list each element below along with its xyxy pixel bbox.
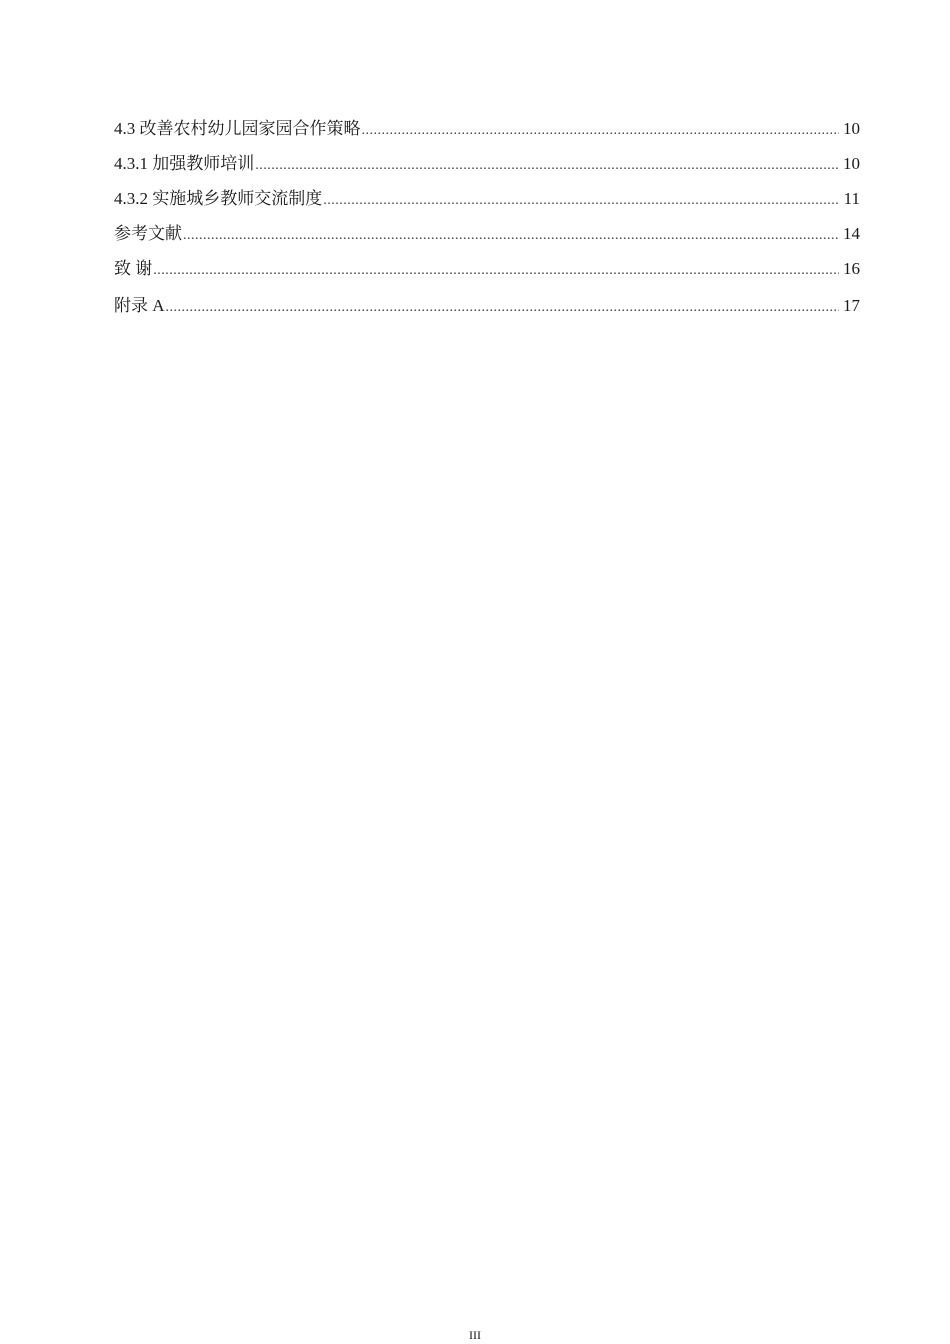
toc-leader-dots [153,258,839,284]
toc-leader-dots [183,223,839,249]
toc-entry-label: 参考文献 [114,224,182,243]
toc-leader-dots [362,118,840,144]
toc-entry-4-3-2[interactable] [114,186,860,221]
toc-entry-references[interactable] [114,221,860,256]
toc-leader-dots [166,295,839,321]
toc-leader-dots [323,188,839,214]
toc-entry-page: 17 [843,296,860,315]
toc-entry-page: 11 [843,189,860,208]
toc-entry-page: 10 [843,119,860,138]
toc-entry-label: 4.3 改善农村幼儿园家园合作策略 [114,119,361,138]
toc-entry-page: 16 [843,259,860,278]
toc-leader-dots [255,153,839,179]
toc-entry-appendix-a[interactable] [114,293,860,328]
toc-entry-label: 4.3.2 实施城乡教师交流制度 [114,189,323,208]
toc-entry-page: 10 [843,154,860,173]
footer-page-number: III [469,1328,481,1342]
toc-entry-label: 附录 A [114,296,165,315]
toc-entry-label: 致 谢 [114,259,153,278]
toc-entry-4-3-1[interactable] [114,151,860,186]
toc-entry-acknowledgements[interactable] [114,256,860,291]
toc-entry-4-3[interactable] [114,116,860,151]
table-of-contents [114,116,860,328]
toc-entry-label: 4.3.1 加强教师培训 [114,154,255,173]
toc-entry-page: 14 [843,224,860,243]
